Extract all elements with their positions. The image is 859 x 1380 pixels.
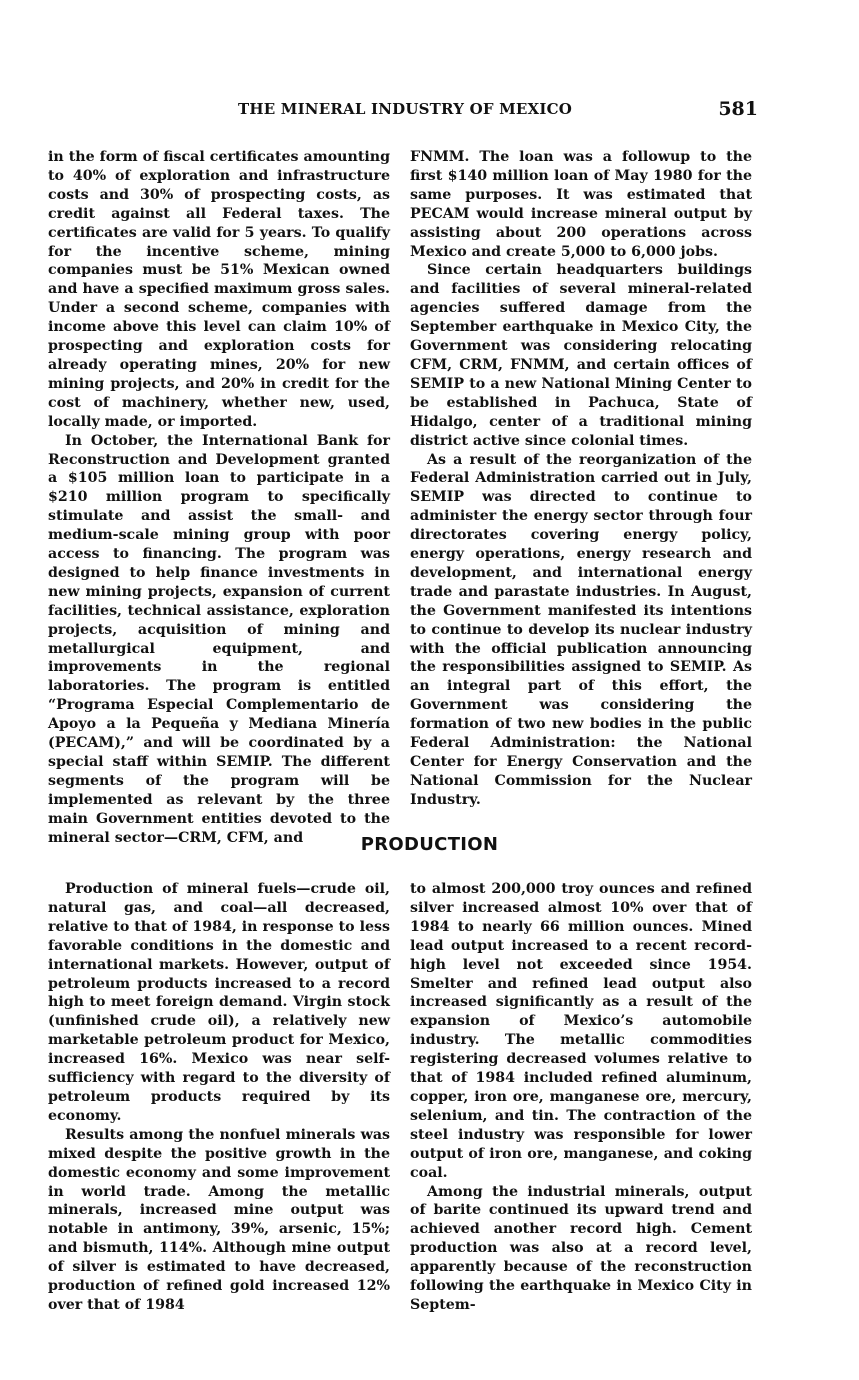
paragraph: to almost 200,000 troy ounces and refined silver increased almost 10% over that of 1984 to nearly 66 million ounces. Mined lead output increased to a recent record-high level not exceeded since 1954. Smelter and refined lead output also increased significantly as a result of the expansion of Mexico’s automobile industry. The metallic commodities registering decreased volumes relative to that of 1984 included refined aluminum, copper, iron ore, manganese ore, mercury, selenium, and tin. The contraction of the steel industry was responsible for lower output of iron ore, manganese, and coking coal. <box>410 881 752 1181</box>
section-heading-production: PRODUCTION <box>360 834 499 855</box>
paragraph: Since certain headquarters buildings and facilities of several mineral-related agencies suffered damage from the September earthquake in Mexico City, the Government was considering relocating CFM, CRM, FNMM, and certain offices of SEMIP to a new National Mining Center to be established in Pachuca, State of Hidalgo, center of a traditional mining district active since colonial times. <box>410 262 752 449</box>
paragraph: As a result of the reorganization of the Federal Administration carried out in July, SEMIP was directed to continue to administer the energy sector through four directorates covering energy policy, energy operations, energy research and development, and international energy trade and parastate industries. In August, the Government manifested its intentions to continue to develop its nuclear industry with the official publication announcing the responsibilities assigned to SEMIP. As an integral part of this effort, the Government was considering the formation of two new bodies in the public Federal Administration: the National Center for Energy Conservation and the National Commission for the Nuclear Industry. <box>410 451 752 808</box>
top-right-column <box>410 148 752 810</box>
paragraph: In October, the International Bank for Reconstruction and Development granted a $105 million loan to participate in a $210 million program to specifically stimulate and assist the small- and medium-scale mining group with poor access to financing. The program was designed to help finance investments in new mining projects, expansion of current facilities, technical assistance, exploration projects, acquisition of mining and metallurgical equipment, and improvements in the regional laboratories. The program is entitled “Programa Especial Complementario de Apoyo a la Pequeña y Mediana Minería (PECAM),” and will be coordinated by a special staff within SEMIP. The different segments of the program will be implemented as relevant by the three main Government entities devoted to the mineral sector—CRM, CFM, and <box>48 432 390 846</box>
paragraph: Results among the nonfuel minerals was mixed despite the positive growth in the domestic economy and some improvement in world trade. Among the metallic minerals, increased mine output was notable in antimony, 39%, arsenic, 15%; and bismuth, 114%. Although mine output of silver is estimated to have decreased, production of refined gold increased 12% over that of 1984 <box>48 1126 390 1313</box>
running-head <box>48 98 758 122</box>
production-right-column <box>410 880 752 1315</box>
paragraph: FNMM. The loan was a followup to the first $140 million loan of May 1980 for the same purposes. It was estimated that PECAM would increase mineral output by assisting about 200 operations across Mexico and create 5,000 to 6,000 jobs. <box>410 149 752 260</box>
page-number: 581 <box>718 98 758 120</box>
paragraph: Among the industrial minerals, output of barite continued its upward trend and achieved another record high. Cement production was also at a record level, apparently because of the reconstruction following the earthquake in Mexico City in Septem- <box>410 1183 752 1313</box>
paragraph: in the form of fiscal certificates amounting to 40% of exploration and infrastructure costs and 30% of prospecting costs, as credit against all Federal taxes. The certificates are valid for 5 years. To qualify for the incentive scheme, mining companies must be 51% Mexican owned and have a specified maximum gross sales. Under a second scheme, companies with income above this level can claim 10% of prospecting and exploration costs for already operating mines, 20% for new mining projects, and 20% in credit for the cost of machinery, whether new, used, locally made, or imported. <box>48 149 390 430</box>
top-left-column <box>48 148 390 848</box>
production-left-column <box>48 880 390 1315</box>
running-title: THE MINERAL INDUSTRY OF MEXICO <box>238 100 573 118</box>
paragraph: Production of mineral fuels—crude oil, natural gas, and coal—all decreased, relative to that of 1984, in response to less favorable conditions in the domestic and international markets. However, output of petroleum products increased to a record high to meet foreign demand. Virgin stock (unfinished crude oil), a relatively new marketable petroleum product for Mexico, increased 16%. Mexico was near self-sufficiency with regard to the diversity of petroleum products required by its economy. <box>48 881 390 1124</box>
